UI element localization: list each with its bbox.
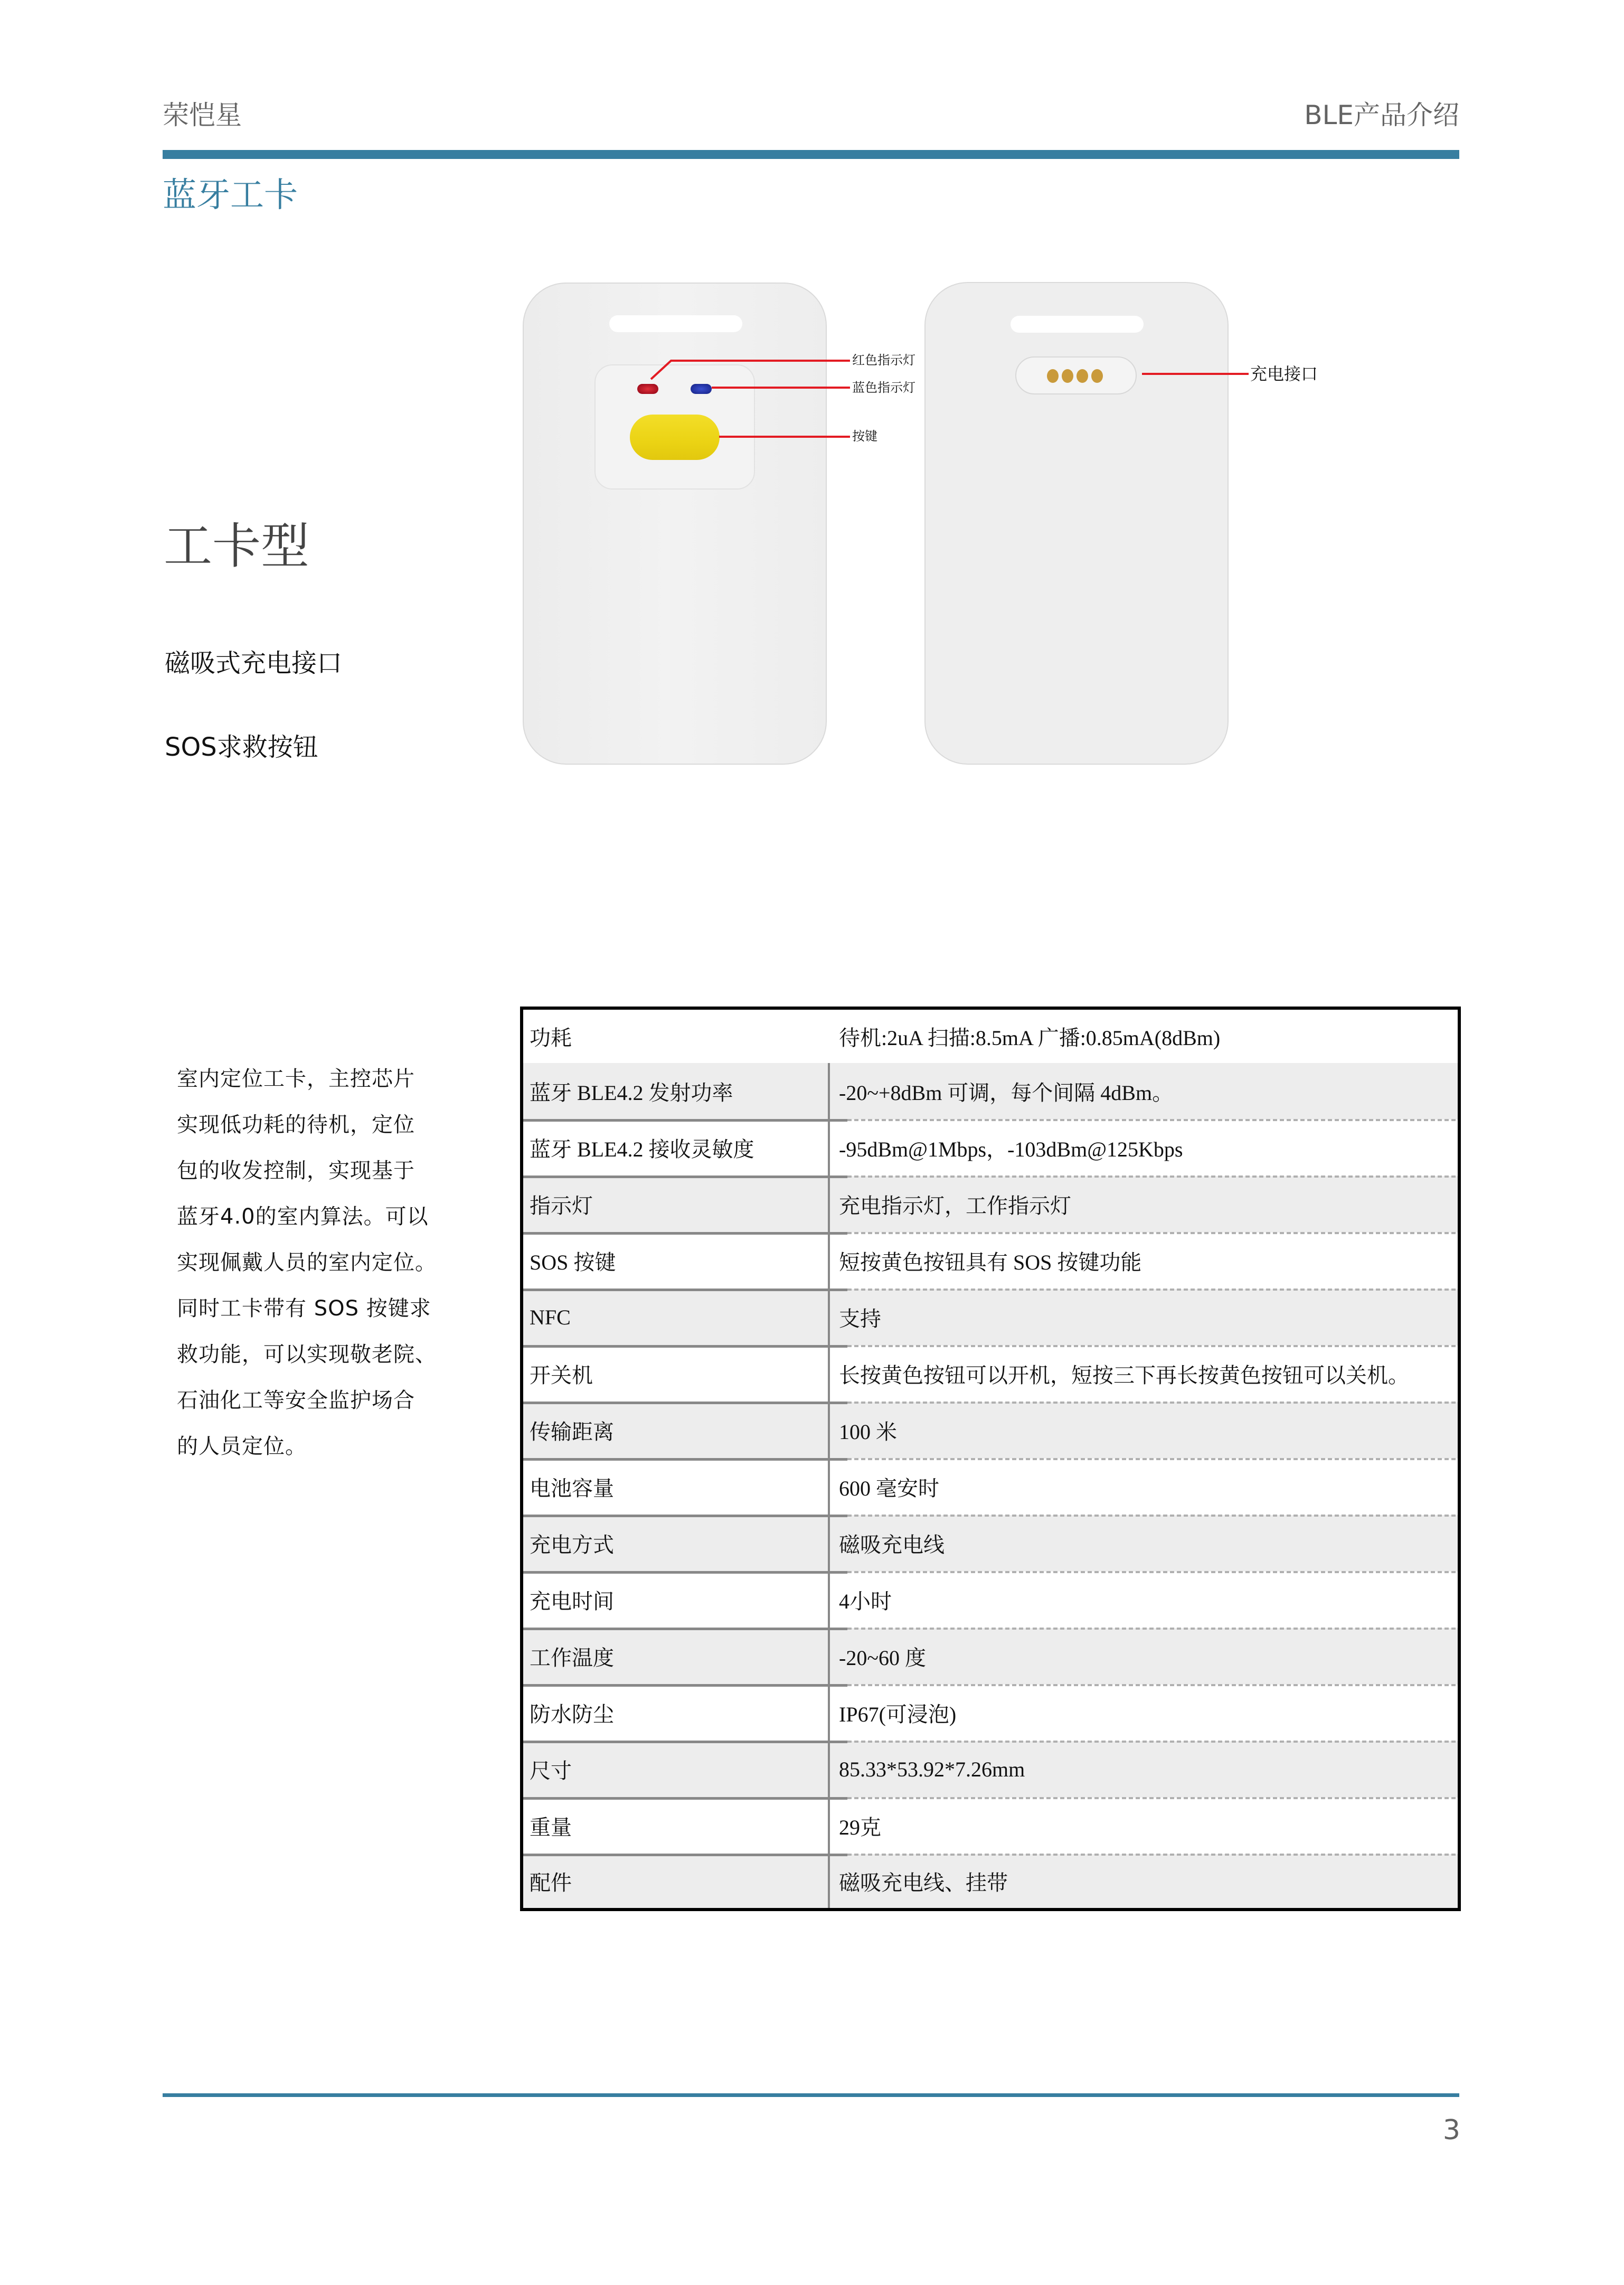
spec-value: 磁吸充电线、挂带: [839, 1870, 1008, 1895]
feature-magnetic-charging: 磁吸式充电接口: [165, 648, 343, 678]
description-line: 室内定位工卡，主控芯片: [177, 1067, 415, 1091]
spec-value: 短按黄色按钮具有 SOS 按键功能: [839, 1250, 1142, 1274]
table-row: [523, 1063, 1458, 1120]
blue-led-icon: [691, 384, 712, 394]
spec-value: 磁吸充电线: [839, 1533, 945, 1557]
button-leader-line: [719, 436, 850, 438]
spec-key: 开关机: [530, 1364, 593, 1387]
spec-key: NFC: [530, 1305, 571, 1329]
description-line: 石油化工等安全监护场合: [177, 1388, 415, 1413]
footer-divider: [163, 2093, 1459, 2097]
table-row: [523, 1741, 1458, 1798]
table-row: [523, 1176, 1458, 1233]
table-row: [523, 1685, 1458, 1741]
callout-blue-led: 蓝色指示灯: [852, 380, 915, 395]
description-line: 的人员定位。: [177, 1434, 307, 1459]
spec-value: 600 毫安时: [839, 1477, 939, 1500]
header-divider: [163, 150, 1459, 159]
table-row: [523, 1798, 1458, 1854]
spec-table: [520, 1007, 1461, 1911]
table-row: [523, 1854, 1458, 1908]
spec-value: 长按黄色按钮可以开机，短按三下再长按黄色按钮可以关机。: [839, 1364, 1409, 1387]
description-line: 实现低功耗的待机，定位: [177, 1113, 415, 1137]
table-row: [523, 1515, 1458, 1572]
spec-key: 尺寸: [530, 1759, 572, 1783]
blue-led-leader-line: [712, 387, 850, 389]
description-line: 同时工卡带有 SOS 按键求: [177, 1296, 431, 1321]
callout-button: 按键: [852, 429, 877, 444]
connector-pin-icon: [1077, 369, 1088, 383]
document-title: BLE产品介绍: [1304, 100, 1459, 130]
spec-key: 充电时间: [530, 1590, 614, 1613]
spec-key: 指示灯: [530, 1194, 593, 1218]
spec-value: IP67(可浸泡): [839, 1703, 957, 1726]
spec-key: 充电方式: [530, 1533, 614, 1557]
spec-key: 传输距离: [530, 1420, 614, 1444]
product-description: [177, 1056, 436, 1470]
spec-value: 29克: [839, 1816, 881, 1839]
table-row: [523, 1010, 1458, 1063]
spec-key: 功耗: [530, 1026, 572, 1050]
lanyard-slot-back: [1011, 316, 1144, 333]
spec-key: SOS 按键: [530, 1250, 616, 1274]
table-row: [523, 1346, 1458, 1402]
yellow-sos-button-icon: [630, 415, 720, 460]
table-row: [523, 1402, 1458, 1459]
description-line: 实现佩戴人员的室内定位。: [177, 1250, 437, 1275]
company-name: 荣恺星: [163, 100, 242, 130]
page-number: 3: [1442, 2114, 1460, 2146]
callout-red-led: 红色指示灯: [852, 353, 915, 368]
table-row: [523, 1628, 1458, 1685]
table-row: [523, 1572, 1458, 1628]
spec-key: 防水防尘: [530, 1703, 614, 1726]
spec-value: -20~+8dBm 可调，每个间隔 4dBm。: [839, 1081, 1174, 1105]
connector-pin-icon: [1091, 369, 1103, 383]
table-row: [523, 1120, 1458, 1176]
section-title: 蓝牙工卡: [163, 176, 298, 215]
badge-back-image: [924, 282, 1229, 765]
connector-pin-icon: [1047, 369, 1059, 383]
callout-charging-port: 充电接口: [1250, 364, 1318, 384]
spec-value: 4小时: [839, 1590, 892, 1613]
spec-key: 蓝牙 BLE4.2 发射功率: [530, 1081, 733, 1105]
description-line: 救功能，可以实现敬老院、: [177, 1342, 437, 1367]
spec-value: 待机:2uA 扫描:8.5mA 广播:0.85mA(8dBm): [839, 1026, 1221, 1050]
product-type-title: 工卡型: [164, 518, 310, 575]
connector-pin-icon: [1062, 369, 1073, 383]
description-line: 蓝牙4.0的室内算法。可以: [177, 1205, 429, 1229]
spec-value: 支持: [839, 1307, 881, 1331]
table-row: [523, 1459, 1458, 1515]
spec-key: 配件: [530, 1870, 572, 1895]
magnetic-connector-icon: [1015, 356, 1137, 394]
description-line: 包的收发控制，实现基于: [177, 1159, 415, 1183]
charging-port-leader-line: [1142, 373, 1249, 375]
spec-value: -95dBm@1Mbps，-103dBm@125Kbps: [839, 1137, 1183, 1161]
red-led-leader-line: [647, 357, 858, 383]
spec-key: 蓝牙 BLE4.2 接收灵敏度: [530, 1137, 754, 1161]
red-led-icon: [637, 384, 658, 394]
spec-key: 重量: [530, 1816, 572, 1839]
table-row: [523, 1233, 1458, 1289]
lanyard-slot-front: [609, 315, 742, 332]
spec-value: 充电指示灯，工作指示灯: [839, 1194, 1071, 1218]
spec-value: -20~60 度: [839, 1646, 926, 1670]
spec-value: 100 米: [839, 1420, 897, 1444]
spec-value: 85.33*53.92*7.26mm: [839, 1757, 1025, 1781]
table-row: [523, 1289, 1458, 1346]
spec-key: 电池容量: [530, 1477, 614, 1500]
spec-key: 工作温度: [530, 1646, 614, 1670]
feature-sos-button: SOS求救按钮: [165, 732, 318, 762]
badge-front-image: [523, 283, 827, 765]
